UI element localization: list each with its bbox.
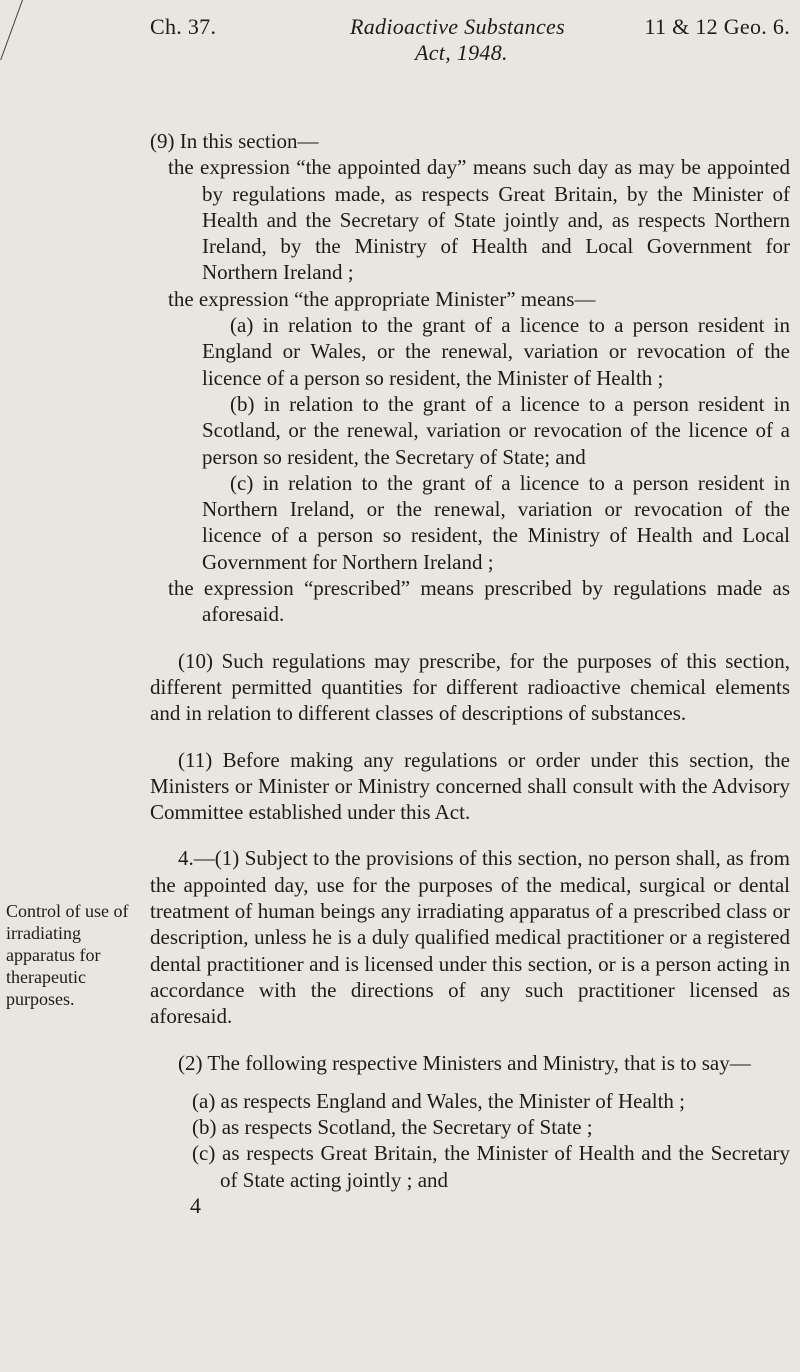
paragraph-c: (c) in relation to the grant of a licence to a person resident in Northern Ireland, or the renewal, variation or revocation of the licence of a person so resident, the Ministry of Health and Local Government for Northern Ireland ; [202, 470, 790, 574]
section-4-subsection-2: (2) The following respective Ministers and Ministry, that is to say— [178, 1050, 751, 1075]
list-item-b: (b) as respects Scotland, the Secretary of State ; [192, 1115, 593, 1140]
subsection-9-intro: (9) In this section— [150, 129, 319, 153]
subsection-11: (11) Before making any regulations or order under this section, the Ministers or Minister or Ministry concerned shall consult with the Advisory Committee established under this Act. [150, 747, 790, 825]
definition-prescribed: the expression “prescribed” means prescribed by regulations made as aforesaid. [168, 576, 790, 627]
margin-note: Control of use of irradiating apparatus for therapeutic purposes. [6, 901, 129, 1009]
chapter-number: Ch. 37. [150, 14, 217, 39]
paragraph-b: (b) in relation to the grant of a licence to a person resident in Scotland, or the renewal, variation or revocation of the licence of a person so resident, the Secretary of State; and [202, 391, 790, 469]
list-item-c: (c) as respects Great Britain, the Minister of Health and the Secretary of State acting jointly ; and [192, 1141, 790, 1192]
paragraph-a: (a) in relation to the grant of a licence to a person resident in England or Wales, or the renewal, variation or revocation of the licence of a person so resident, the Minister of Health ; [202, 313, 790, 390]
page-edge-mark [0, 0, 23, 60]
act-year: Act, 1948. [415, 40, 508, 65]
definition-appointed-day: the expression “the appointed day” means such day as may be appointed by regulations made, as respects Great Britain, by the Minister of Health and the Secretary of State jointly and, as respects Northern Ireland, by the Ministry of Health and Local Government for Northern Ireland ; [168, 155, 790, 285]
document-body [150, 128, 790, 1219]
page-number: 4 [190, 1192, 201, 1218]
section-4-subsection-1: 4.—(1) Subject to the provisions of this section, no person shall, as from the appointed day, use for the purposes of the medical, surgical or dental treatment of human beings any irradiating apparatus of a prescribed class or description, unless he is a duly qualified medical practitioner or a registered dental practitioner and is licensed under this section, or is a person acting in accordance with the directions of any such practitioner licensed as aforesaid. [150, 846, 790, 1029]
definition-appropriate-minister: the expression “the appropriate Minister” means— [168, 286, 596, 311]
subsection-10: (10) Such regulations may prescribe, for the purposes of this section, different permitted quantities for different radioactive chemical elements and in relation to different classes of descriptions of substances. [150, 648, 790, 726]
regnal-year: 11 & 12 Geo. 6. [644, 14, 790, 39]
act-title: Radioactive Substances [350, 14, 565, 39]
list-item-a: (a) as respects England and Wales, the Minister of Health ; [192, 1088, 686, 1113]
